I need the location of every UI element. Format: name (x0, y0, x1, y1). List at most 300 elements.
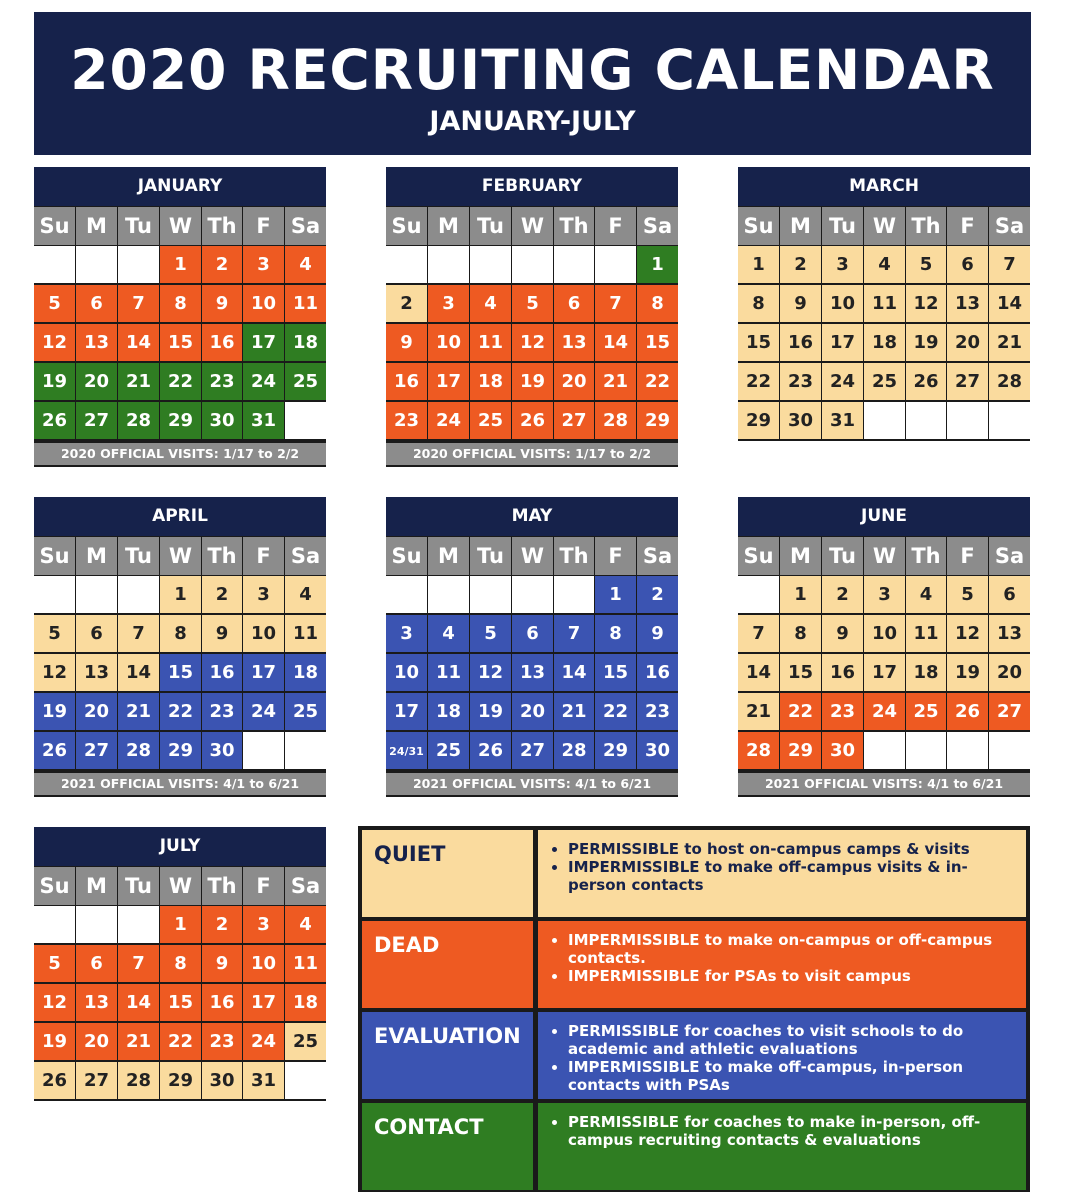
empty-cell (989, 732, 1030, 769)
day-cell: 18 (906, 654, 946, 691)
legend-rule-item: • PERMISSIBLE to host on-campus camps & visits (568, 840, 1020, 858)
day-cell: 20 (76, 363, 117, 400)
day-cell: 27 (947, 363, 988, 400)
day-cell: 23 (780, 363, 821, 400)
empty-cell (76, 576, 117, 613)
day-cell: 8 (160, 615, 201, 652)
day-cell: 27 (989, 693, 1030, 730)
day-cell: 15 (160, 324, 201, 361)
day-cell: 14 (554, 654, 594, 691)
day-cell: 22 (160, 693, 201, 730)
day-cell: 6 (512, 615, 553, 652)
day-cell: 4 (470, 285, 511, 322)
day-cell: 3 (386, 615, 427, 652)
weekday-label: Su (34, 537, 75, 575)
day-cell: 5 (947, 576, 988, 613)
weekday-label: W (864, 537, 905, 575)
day-cell: 17 (243, 324, 284, 361)
day-cell: 11 (864, 285, 905, 322)
empty-cell (906, 732, 946, 769)
empty-cell (34, 576, 75, 613)
empty-cell (118, 246, 159, 283)
day-cell: 26 (34, 1062, 75, 1099)
day-cell: 29 (780, 732, 821, 769)
empty-cell (947, 732, 988, 769)
day-cell: 27 (512, 732, 553, 769)
weekday-label: M (780, 537, 821, 575)
day-cell: 26 (34, 732, 75, 769)
legend-rules (538, 1012, 1026, 1099)
day-cell: 8 (595, 615, 636, 652)
day-cell: 13 (554, 324, 594, 361)
day-cell: 16 (637, 654, 678, 691)
day-cell: 15 (160, 984, 201, 1021)
day-cell: 1 (160, 906, 201, 943)
day-cell: 27 (554, 402, 594, 439)
weekday-label: Tu (118, 537, 159, 575)
day-cell: 26 (512, 402, 553, 439)
day-cell: 30 (780, 402, 821, 439)
weekday-label: W (512, 207, 553, 245)
weekday-label: Th (554, 207, 594, 245)
weekday-label: Tu (822, 537, 863, 575)
weekday-label: Th (906, 537, 946, 575)
day-cell: 18 (285, 654, 326, 691)
day-cell: 10 (864, 615, 905, 652)
month-name: APRIL (34, 497, 326, 536)
day-cell: 7 (554, 615, 594, 652)
weekday-label: F (243, 207, 284, 245)
month-name: FEBRUARY (386, 167, 678, 206)
day-cell: 7 (118, 285, 159, 322)
day-cell: 2 (202, 906, 242, 943)
day-cell: 22 (738, 363, 779, 400)
day-cell: 18 (864, 324, 905, 361)
empty-cell (595, 246, 636, 283)
legend-rule-item: • IMPERMISSIBLE to make on-campus or off-campus contacts. (568, 931, 1020, 967)
day-cell: 18 (428, 693, 469, 730)
weekday-label: F (947, 537, 988, 575)
day-cell: 23 (386, 402, 427, 439)
day-cell: 21 (118, 693, 159, 730)
empty-cell (386, 576, 427, 613)
month-name: MARCH (738, 167, 1030, 206)
day-cell: 6 (947, 246, 988, 283)
day-cell: 8 (160, 945, 201, 982)
day-cell: 25 (470, 402, 511, 439)
empty-cell (34, 246, 75, 283)
day-cell: 17 (864, 654, 905, 691)
day-cell: 25 (285, 363, 326, 400)
day-cell: 2 (386, 285, 427, 322)
day-cell: 29 (637, 402, 678, 439)
empty-cell (738, 576, 779, 613)
day-cell: 8 (160, 285, 201, 322)
day-cell: 24/31 (386, 732, 427, 769)
day-cell: 13 (512, 654, 553, 691)
day-cell: 2 (780, 246, 821, 283)
weekday-label: Sa (989, 207, 1030, 245)
empty-cell (428, 576, 469, 613)
legend-rules (538, 921, 1026, 1008)
day-cell: 3 (864, 576, 905, 613)
day-cell: 10 (243, 945, 284, 982)
weekday-label: F (595, 207, 636, 245)
day-cell: 21 (118, 363, 159, 400)
day-cell: 30 (202, 732, 242, 769)
month-june (738, 497, 1030, 797)
empty-cell (285, 1062, 326, 1099)
day-cell: 17 (243, 984, 284, 1021)
day-cell: 15 (637, 324, 678, 361)
weekday-label: Su (34, 867, 75, 905)
day-cell: 21 (118, 1023, 159, 1060)
day-cell: 9 (202, 615, 242, 652)
day-cell: 14 (989, 285, 1030, 322)
day-cell: 21 (554, 693, 594, 730)
day-cell: 28 (118, 1062, 159, 1099)
legend-row-dead (362, 921, 1026, 1008)
day-cell: 2 (202, 576, 242, 613)
day-cell: 15 (595, 654, 636, 691)
day-cell: 4 (285, 906, 326, 943)
weekday-label: Su (738, 537, 779, 575)
day-cell: 23 (822, 693, 863, 730)
day-cell: 10 (243, 285, 284, 322)
day-cell: 1 (160, 246, 201, 283)
official-visits-note: 2020 OFFICIAL VISITS: 1/17 to 2/2 (386, 443, 678, 465)
day-cell: 16 (386, 363, 427, 400)
day-cell: 26 (34, 402, 75, 439)
day-cell: 7 (118, 615, 159, 652)
day-cell: 18 (285, 324, 326, 361)
weekday-label: Sa (285, 537, 326, 575)
day-cell: 6 (76, 615, 117, 652)
weekday-label: Sa (285, 207, 326, 245)
legend-period-name: QUIET (362, 830, 533, 917)
day-cell: 6 (989, 576, 1030, 613)
day-cell: 21 (595, 363, 636, 400)
day-cell: 3 (243, 246, 284, 283)
day-cell: 31 (822, 402, 863, 439)
day-cell: 11 (285, 945, 326, 982)
weekday-label: W (512, 537, 553, 575)
weekday-label: Tu (470, 537, 511, 575)
day-cell: 29 (160, 402, 201, 439)
legend-row-evaluation (362, 1012, 1026, 1099)
month-january (34, 167, 326, 467)
day-cell: 7 (738, 615, 779, 652)
day-cell: 15 (738, 324, 779, 361)
day-cell: 20 (554, 363, 594, 400)
day-cell: 12 (512, 324, 553, 361)
day-cell: 8 (637, 285, 678, 322)
page-title: 2020 RECRUITING CALENDAR (70, 38, 995, 102)
month-name: JULY (34, 827, 326, 866)
empty-cell (989, 402, 1030, 439)
day-cell: 19 (34, 693, 75, 730)
day-cell: 5 (906, 246, 946, 283)
day-cell: 5 (512, 285, 553, 322)
day-cell: 22 (160, 363, 201, 400)
day-cell: 6 (76, 945, 117, 982)
day-cell: 28 (554, 732, 594, 769)
day-cell: 20 (947, 324, 988, 361)
day-cell: 11 (906, 615, 946, 652)
weekday-label: Su (34, 207, 75, 245)
day-cell: 16 (202, 654, 242, 691)
month-february (386, 167, 678, 467)
day-cell: 9 (386, 324, 427, 361)
day-cell: 30 (202, 402, 242, 439)
empty-cell (76, 906, 117, 943)
day-cell: 30 (637, 732, 678, 769)
day-cell: 17 (822, 324, 863, 361)
empty-cell (906, 402, 946, 439)
header-banner (34, 12, 1031, 155)
empty-cell (428, 246, 469, 283)
legend-row-contact (362, 1103, 1026, 1190)
weekday-label: Tu (118, 207, 159, 245)
weekday-label: F (947, 207, 988, 245)
day-cell: 14 (738, 654, 779, 691)
day-cell: 12 (34, 984, 75, 1021)
weekday-label: F (243, 867, 284, 905)
day-cell: 18 (285, 984, 326, 1021)
day-cell: 24 (864, 693, 905, 730)
day-cell: 2 (637, 576, 678, 613)
weekday-label: M (76, 867, 117, 905)
empty-cell (947, 402, 988, 439)
day-cell: 28 (118, 732, 159, 769)
day-cell: 20 (512, 693, 553, 730)
day-cell: 20 (76, 693, 117, 730)
day-cell: 9 (202, 945, 242, 982)
weekday-label: Tu (118, 867, 159, 905)
day-cell: 13 (76, 324, 117, 361)
month-march (738, 167, 1030, 441)
day-cell: 26 (470, 732, 511, 769)
day-cell: 25 (285, 1023, 326, 1060)
legend-period-name: CONTACT (362, 1103, 533, 1190)
day-cell: 4 (428, 615, 469, 652)
day-cell: 13 (76, 654, 117, 691)
day-cell: 21 (738, 693, 779, 730)
day-cell: 9 (637, 615, 678, 652)
day-cell: 1 (595, 576, 636, 613)
legend-rule-item: • IMPERMISSIBLE to make off-campus, in-person contacts with PSAs (568, 1058, 1020, 1094)
weekday-label: M (428, 207, 469, 245)
month-name: JUNE (738, 497, 1030, 536)
day-cell: 11 (285, 615, 326, 652)
empty-cell (554, 576, 594, 613)
day-cell: 15 (780, 654, 821, 691)
day-cell: 13 (76, 984, 117, 1021)
month-april (34, 497, 326, 797)
weekday-label: W (160, 207, 201, 245)
weekday-label: Tu (822, 207, 863, 245)
day-cell: 26 (947, 693, 988, 730)
day-cell: 29 (595, 732, 636, 769)
day-cell: 5 (34, 945, 75, 982)
day-cell: 11 (428, 654, 469, 691)
day-cell: 3 (243, 576, 284, 613)
day-cell: 7 (989, 246, 1030, 283)
legend-period-name: EVALUATION (362, 1012, 533, 1099)
empty-cell (118, 576, 159, 613)
day-cell: 9 (202, 285, 242, 322)
legend-rules (538, 1103, 1026, 1190)
weekday-label: M (76, 537, 117, 575)
day-cell: 24 (243, 693, 284, 730)
official-visits-note: 2021 OFFICIAL VISITS: 4/1 to 6/21 (386, 773, 678, 795)
day-cell: 12 (906, 285, 946, 322)
day-cell: 25 (428, 732, 469, 769)
day-cell: 15 (160, 654, 201, 691)
weekday-label: Sa (989, 537, 1030, 575)
weekday-label: Su (386, 207, 427, 245)
day-cell: 4 (864, 246, 905, 283)
day-cell: 14 (118, 654, 159, 691)
empty-cell (243, 732, 284, 769)
day-cell: 28 (118, 402, 159, 439)
day-cell: 31 (243, 402, 284, 439)
day-cell: 16 (202, 984, 242, 1021)
day-cell: 3 (243, 906, 284, 943)
day-cell: 16 (202, 324, 242, 361)
weekday-label: M (76, 207, 117, 245)
empty-cell (864, 402, 905, 439)
day-cell: 4 (285, 576, 326, 613)
day-cell: 30 (822, 732, 863, 769)
empty-cell (386, 246, 427, 283)
day-cell: 10 (243, 615, 284, 652)
month-july (34, 827, 326, 1101)
empty-cell (470, 576, 511, 613)
day-cell: 8 (738, 285, 779, 322)
day-cell: 2 (202, 246, 242, 283)
weekday-label: F (243, 537, 284, 575)
legend-rule-item: • IMPERMISSIBLE for PSAs to visit campus (568, 967, 1020, 985)
month-may (386, 497, 678, 797)
legend (358, 826, 1030, 1192)
weekday-label: W (864, 207, 905, 245)
day-cell: 7 (118, 945, 159, 982)
day-cell: 8 (780, 615, 821, 652)
day-cell: 29 (738, 402, 779, 439)
month-name: JANUARY (34, 167, 326, 206)
day-cell: 24 (243, 363, 284, 400)
weekday-label: M (780, 207, 821, 245)
day-cell: 22 (637, 363, 678, 400)
day-cell: 23 (202, 363, 242, 400)
day-cell: 5 (470, 615, 511, 652)
day-cell: 2 (822, 576, 863, 613)
empty-cell (512, 576, 553, 613)
weekday-label: F (595, 537, 636, 575)
day-cell: 13 (989, 615, 1030, 652)
day-cell: 10 (428, 324, 469, 361)
weekday-label: Th (202, 867, 242, 905)
day-cell: 10 (822, 285, 863, 322)
legend-rule-item: • PERMISSIBLE for coaches to visit schools to do academic and athletic evaluations (568, 1022, 1020, 1058)
day-cell: 24 (243, 1023, 284, 1060)
day-cell: 28 (738, 732, 779, 769)
day-cell: 19 (906, 324, 946, 361)
day-cell: 31 (243, 1062, 284, 1099)
day-cell: 19 (512, 363, 553, 400)
day-cell: 19 (947, 654, 988, 691)
legend-row-quiet (362, 830, 1026, 917)
day-cell: 26 (906, 363, 946, 400)
empty-cell (512, 246, 553, 283)
day-cell: 28 (989, 363, 1030, 400)
day-cell: 11 (285, 285, 326, 322)
day-cell: 12 (34, 324, 75, 361)
day-cell: 25 (864, 363, 905, 400)
official-visits-note: 2021 OFFICIAL VISITS: 4/1 to 6/21 (34, 773, 326, 795)
day-cell: 16 (780, 324, 821, 361)
empty-cell (285, 402, 326, 439)
day-cell: 12 (34, 654, 75, 691)
day-cell: 5 (34, 615, 75, 652)
empty-cell (470, 246, 511, 283)
day-cell: 23 (637, 693, 678, 730)
weekday-label: Sa (637, 537, 678, 575)
weekday-label: Th (202, 207, 242, 245)
day-cell: 12 (947, 615, 988, 652)
day-cell: 25 (285, 693, 326, 730)
month-name: MAY (386, 497, 678, 536)
day-cell: 17 (243, 654, 284, 691)
weekday-label: Th (906, 207, 946, 245)
day-cell: 22 (595, 693, 636, 730)
day-cell: 1 (637, 246, 678, 283)
day-cell: 24 (822, 363, 863, 400)
official-visits-note: 2021 OFFICIAL VISITS: 4/1 to 6/21 (738, 773, 1030, 795)
empty-cell (864, 732, 905, 769)
day-cell: 13 (947, 285, 988, 322)
day-cell: 9 (780, 285, 821, 322)
day-cell: 20 (989, 654, 1030, 691)
day-cell: 17 (428, 363, 469, 400)
day-cell: 29 (160, 1062, 201, 1099)
empty-cell (118, 906, 159, 943)
day-cell: 14 (595, 324, 636, 361)
day-cell: 9 (822, 615, 863, 652)
legend-rule-item: • IMPERMISSIBLE to make off-campus visits & in-person contacts (568, 858, 1020, 894)
day-cell: 14 (118, 324, 159, 361)
weekday-label: Sa (285, 867, 326, 905)
legend-rules (538, 830, 1026, 917)
day-cell: 1 (780, 576, 821, 613)
day-cell: 12 (470, 654, 511, 691)
empty-cell (554, 246, 594, 283)
weekday-label: Su (386, 537, 427, 575)
empty-cell (76, 246, 117, 283)
day-cell: 28 (595, 402, 636, 439)
weekday-label: Tu (470, 207, 511, 245)
legend-period-name: DEAD (362, 921, 533, 1008)
official-visits-note: 2020 OFFICIAL VISITS: 1/17 to 2/2 (34, 443, 326, 465)
legend-rule-item: • PERMISSIBLE for coaches to make in-person, off-campus recruiting contacts & evaluations (568, 1113, 1020, 1149)
weekday-label: M (428, 537, 469, 575)
day-cell: 7 (595, 285, 636, 322)
day-cell: 24 (428, 402, 469, 439)
day-cell: 1 (738, 246, 779, 283)
weekday-label: Th (202, 537, 242, 575)
day-cell: 3 (428, 285, 469, 322)
